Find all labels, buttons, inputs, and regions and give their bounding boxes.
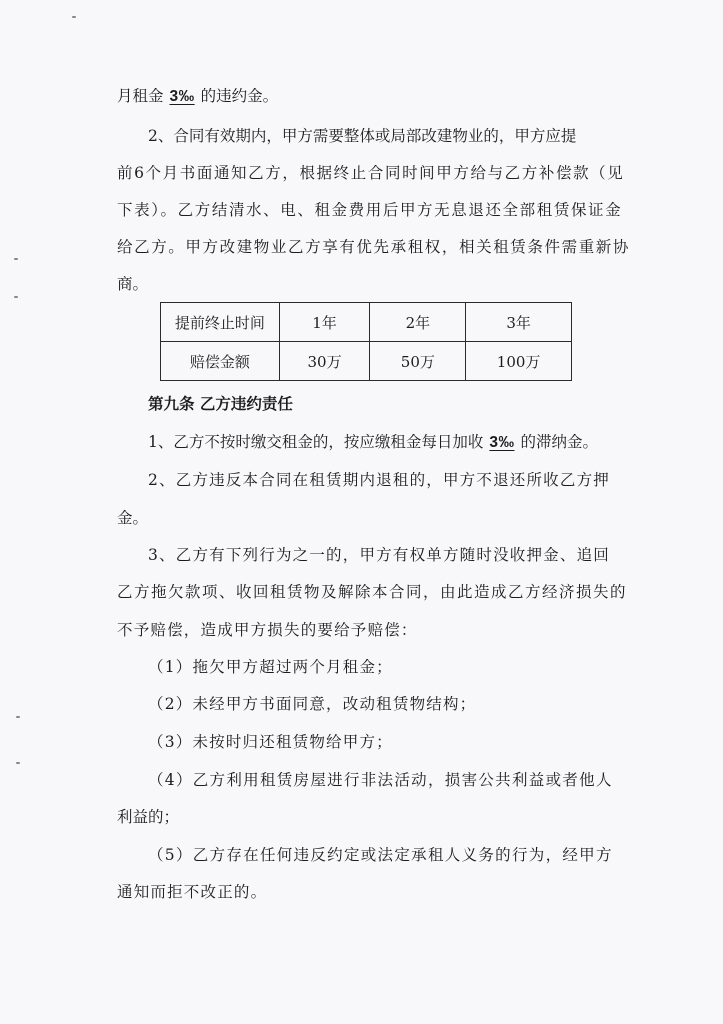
paragraph-line: 下表）。乙方结清水、电、租金费用后甲方无息退还全部租赁保证金 [117,201,623,219]
compensation-table [160,302,572,381]
table-cell: 30万 [279,342,370,381]
paragraph-line: 不予赔偿，造成甲方损失的要给予赔偿： [117,621,418,639]
list-item: （5）乙方存在任何违反约定或法定承租人义务的行为，经甲方 [148,846,613,864]
table-cell: 50万 [370,342,466,381]
paragraph-line: 3、乙方有下列行为之一的，甲方有权单方随时没收押金、追回 [148,546,610,564]
paragraph-line: 乙方拖欠款项、收回租赁物及解除本合同，由此造成乙方经济损失的 [117,583,628,601]
clause-line-late-fee [148,432,598,453]
table-cell: 提前终止时间 [161,303,280,342]
table-cell: 3年 [466,303,572,342]
table-row [161,342,572,381]
scan-speck [16,762,20,764]
paragraph-line: 前6个月书面通知乙方，根据终止合同时间甲方给与乙方补偿款（见 [117,164,625,182]
list-item: （3）未按时归还租赁物给甲方； [148,733,393,751]
article-heading: 第九条 乙方违约责任 [148,394,293,413]
paragraph-line: 2、乙方违反本合同在租赁期内退租的，甲方不退还所收乙方押 [148,471,610,489]
table-cell: 100万 [466,342,572,381]
table-cell: 赔偿金额 [161,342,280,381]
text-segment: 的违约金。 [200,87,279,105]
paragraph-line: 金。 [117,509,149,527]
scan-speck [14,258,18,260]
list-item: （4）乙方利用租赁房屋进行非法活动，损害公共利益或者他人 [148,771,613,789]
list-item-continuation: 通知而拒不改正的。 [117,883,268,901]
paragraph-line: 2、合同有效期内，甲方需要整体或局部改建物业的，甲方应提 [148,127,577,145]
list-item: （2）未经甲方书面同意，改动租赁物结构； [148,695,477,713]
text-segment: 1、乙方不按时缴交租金的，按应缴租金每日加收 [148,433,484,451]
scan-speck [14,296,18,298]
scan-speck [72,16,76,18]
paragraph-line: 给乙方。甲方改建物业乙方享有优先承租权，相关租赁条件需重新协 [117,238,631,256]
clause-line-penalty [117,86,278,107]
late-fee-rate: 3‰ [489,434,515,451]
scan-speck [16,716,20,718]
table-cell: 1年 [279,303,370,342]
table-cell: 2年 [370,303,466,342]
table-row [161,303,572,342]
text-segment: 的滞纳金。 [520,433,599,451]
text-segment: 月租金 [117,87,164,105]
list-item-continuation: 利益的； [117,808,180,826]
penalty-rate: 3‰ [169,88,195,105]
list-item: （1）拖欠甲方超过两个月租金； [148,658,393,676]
paragraph-line: 商。 [117,275,149,293]
